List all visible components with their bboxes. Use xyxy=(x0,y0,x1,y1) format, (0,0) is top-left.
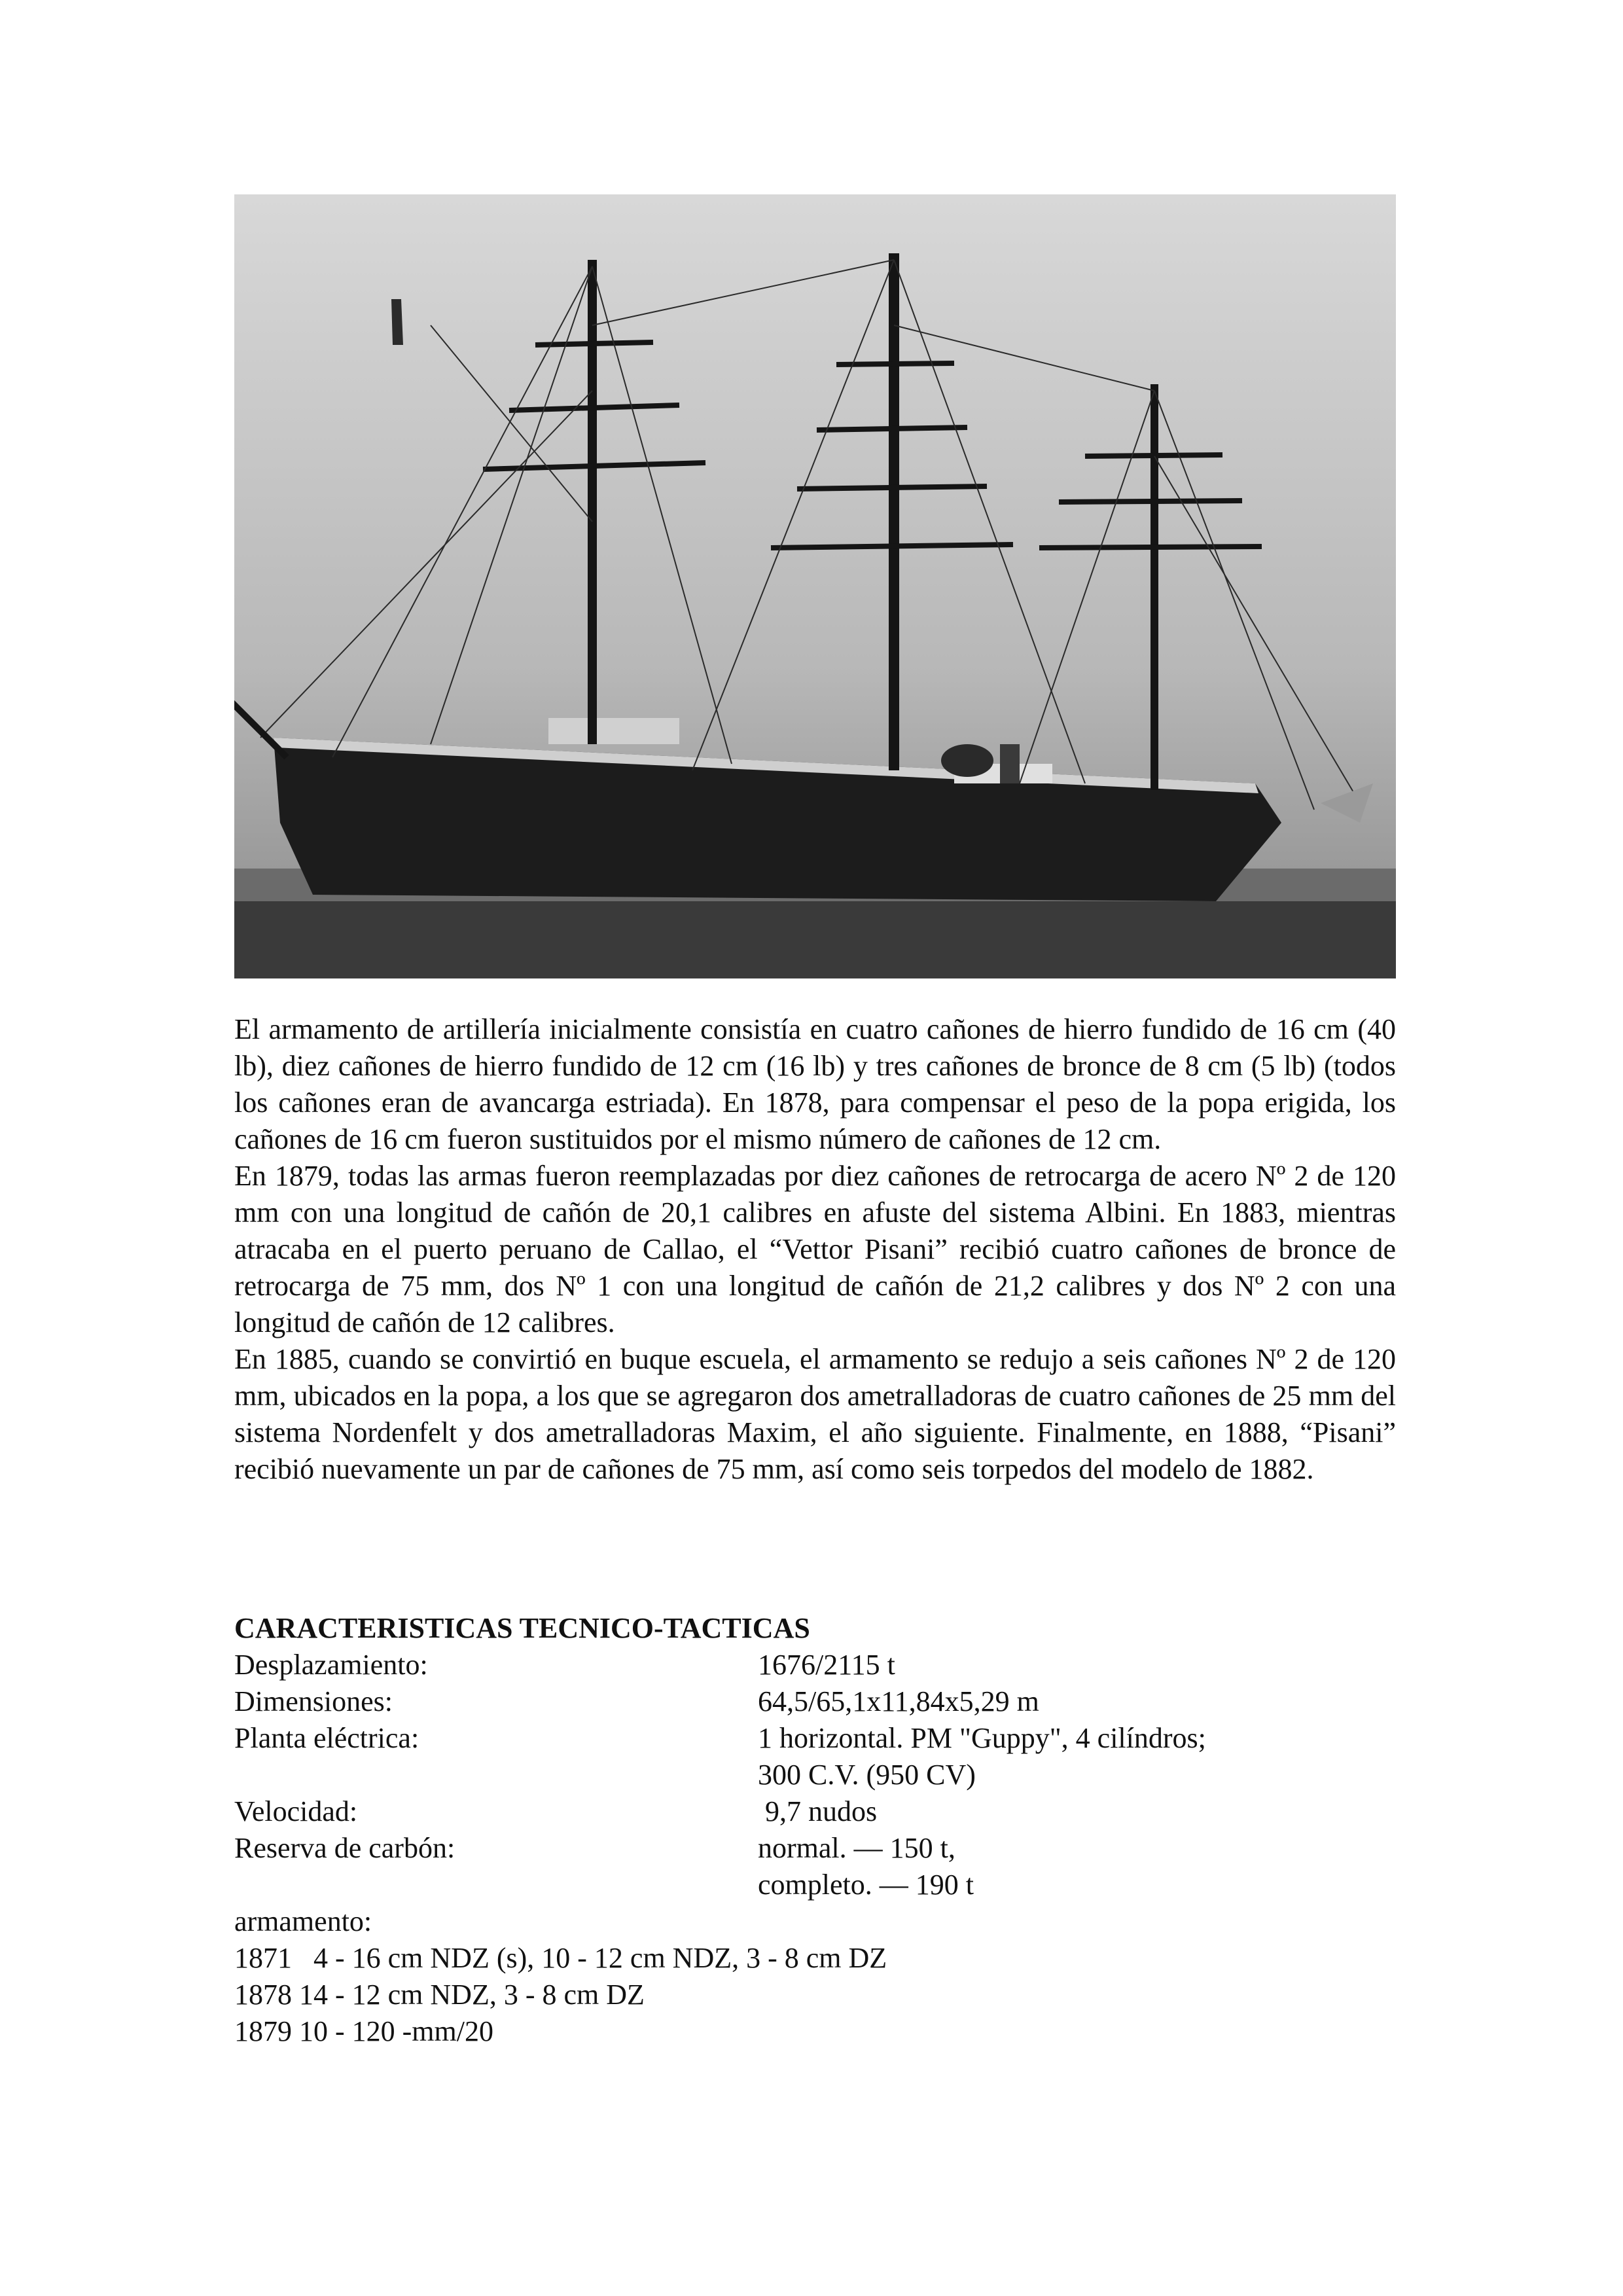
spec-label: Desplazamiento: xyxy=(234,1649,428,1681)
spec-value: 300 C.V. (950 CV) xyxy=(758,1759,976,1791)
armament-line: 1879 10 - 120 -mm/20 xyxy=(234,2015,493,2047)
armament-label: armamento: xyxy=(234,1905,372,1937)
paragraph-1: El armamento de artillería inicialmente consistía en cuatro cañones de hierro fundido de 16 cm (40 lb), diez cañones de hierro fundido de 12 cm (16 lb) y tres cañones de bronce de 8 cm (5 lb) (todos los cañones eran de avancarga estriada). En 1878, para compensar el peso de la popa erigida, los cañones de 16 cm fueron sustituidos por el mismo número de cañones de 12 cm. xyxy=(234,1013,1396,1155)
spec-row xyxy=(234,1757,1396,1793)
spec-label: Reserva de carbón: xyxy=(234,1832,455,1864)
paragraph-3: En 1885, cuando se convirtió en buque escuela, el armamento se redujo a seis cañones Nº 2 de 120 mm, ubicados en la popa, a los que se agregaron dos ametralladoras de cuatro cañones de 25 mm del sistema Nordenfelt y dos ametralladoras Maxim, el año siguiente. Finalmente, en 1888, “Pisani” recibió nuevamente un par de cañones de 75 mm, así como seis torpedos del modelo de 1882. xyxy=(234,1343,1396,1485)
spec-row xyxy=(234,1683,1396,1720)
spec-value: 64,5/65,1x11,84x5,29 m xyxy=(758,1685,1039,1717)
spec-row xyxy=(234,1867,1396,1903)
armament-line: 1878 14 - 12 cm NDZ, 3 - 8 cm DZ xyxy=(234,1979,645,2011)
specs-heading: CARACTERISTICAS TECNICO-TACTICAS xyxy=(234,1612,810,1644)
ship-photo xyxy=(234,194,1396,978)
sailing-ship-photo-icon xyxy=(234,194,1396,978)
paragraph-2: En 1879, todas las armas fueron reemplazadas por diez cañones de retrocarga de acero Nº 2 de 120 mm con una longitud de cañón de 20,1 calibres en afuste del sistema Albini. En 1883, mientras atracaba en el puerto peruano de Callao, el “Vettor Pisani” recibió cuatro cañones de bronce de retrocarga de 75 mm, dos Nº 1 con una longitud de cañón de 21,2 calibres y dos Nº 2 con una longitud de cañón de 12 calibres. xyxy=(234,1160,1396,1338)
spec-value: completo. — 190 t xyxy=(758,1869,974,1901)
spec-value: normal. — 150 t, xyxy=(758,1832,955,1864)
spec-row xyxy=(234,1830,1396,1867)
spec-label: Dimensiones: xyxy=(234,1685,393,1717)
spec-value: 1676/2115 t xyxy=(758,1649,895,1681)
spec-value: 9,7 nudos xyxy=(758,1795,878,1827)
spec-value: 1 horizontal. PM "Guppy", 4 cilíndros; xyxy=(758,1722,1206,1754)
body-text xyxy=(234,1011,1396,1488)
spec-row xyxy=(234,1793,1396,1830)
spec-row xyxy=(234,1647,1396,1683)
spec-label: Planta eléctrica: xyxy=(234,1722,419,1754)
armament-line: 1871 4 - 16 cm NDZ (s), 10 - 12 cm NDZ, 3 - 8 cm DZ xyxy=(234,1942,887,1974)
spec-row xyxy=(234,1720,1396,1757)
spec-label: Velocidad: xyxy=(234,1795,358,1827)
specifications-section xyxy=(234,1610,1396,2050)
